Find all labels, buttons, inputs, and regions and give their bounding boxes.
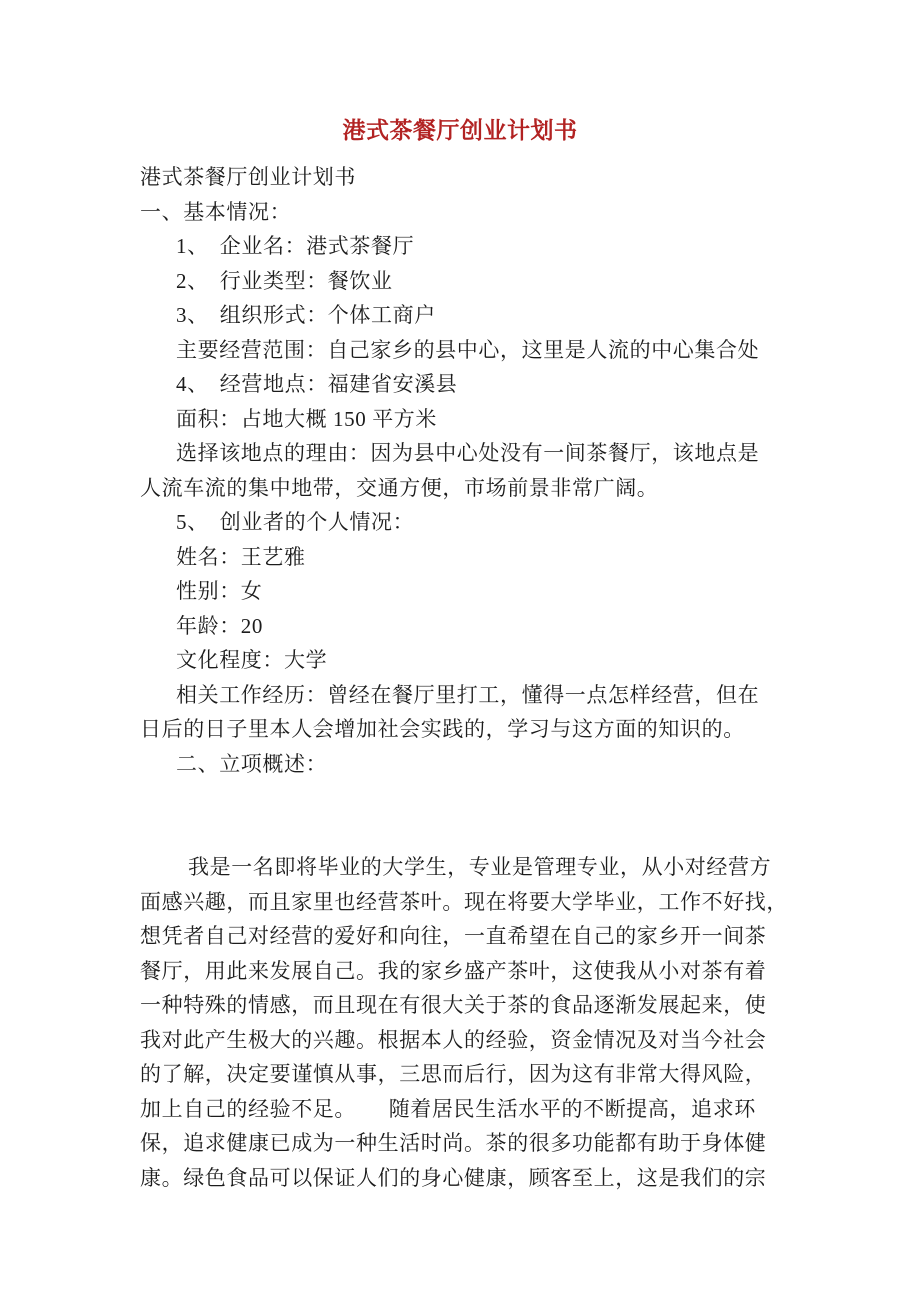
text-line: 性别：女 xyxy=(176,579,263,603)
text-line: 我对此产生极大的兴趣。根据本人的经验，资金情况及对当今社会 xyxy=(140,1027,767,1052)
text-line: 二、立项概述： xyxy=(176,751,328,776)
text-line: 面感兴趣，而且家里也经营茶叶。现在将要大学毕业，工作不好找， xyxy=(140,889,788,914)
text-line: 主要经营范围：自己家乡的县中心，这里是人流的中心集合处 xyxy=(176,337,760,362)
text-line: 康。绿色食品可以保证人们的身心健康，顾客至上，这是我们的宗 xyxy=(140,1165,767,1190)
text-line xyxy=(140,816,810,851)
text-line: 港式茶餐厅创业计划书 xyxy=(140,165,356,189)
text-line: 我是一名即将毕业的大学生，专业是管理专业，从小对经营方 xyxy=(188,855,772,879)
text-line: 相关工作经历：曾经在餐厅里打工，懂得一点怎样经营，但在 xyxy=(176,682,760,707)
text-line: 餐厅，用此来发展自己。我的家乡盛产茶叶，这使我从小对茶有着 xyxy=(140,958,767,983)
text-line: 想凭者自己对经营的爱好和向往，一直希望在自己的家乡开一间茶 xyxy=(140,924,767,948)
text-line: 一种特殊的情感，而且现在有很大关于茶的食品逐渐发展起来，使 xyxy=(140,993,767,1017)
text-line: 加上自己的经验不足。 随着居民生活水平的不断提高，追求环 xyxy=(140,1096,756,1121)
text-line: 年龄：20 xyxy=(176,613,263,638)
text-line xyxy=(140,781,810,816)
text-line: 文化程度：大学 xyxy=(176,648,328,672)
text-line: 保，追求健康已成为一种生活时尚。茶的很多功能都有助于身体健 xyxy=(140,1131,767,1155)
text-line: 日后的日子里本人会增加社会实践的，学习与这方面的知识的。 xyxy=(140,717,745,741)
text-line: 人流车流的集中地带，交通方便，市场前景非常广阔。 xyxy=(140,475,659,500)
text-line: 2、 行业类型：餐饮业 xyxy=(176,268,393,293)
document-body xyxy=(140,160,810,1195)
text-line: 面积：占地大概 150 平方米 xyxy=(176,406,437,431)
text-line: 3、 组织形式：个体工商户 xyxy=(176,303,436,327)
text-line: 5、 创业者的个人情况： xyxy=(176,510,415,534)
text-line: 1、 企业名：港式茶餐厅 xyxy=(176,234,415,258)
text-line: 4、 经营地点：福建省安溪县 xyxy=(176,372,458,396)
text-line: 一、基本情况： xyxy=(140,199,292,224)
text-line: 的了解，决定要谨慎从事，三思而后行，因为这有非常大得风险， xyxy=(140,1062,767,1086)
document-title: 港式茶餐厅创业计划书 xyxy=(342,118,578,143)
text-line: 姓名：王艺雅 xyxy=(176,544,306,569)
text-line: 选择该地点的理由：因为县中心处没有一间茶餐厅，该地点是 xyxy=(176,441,760,465)
